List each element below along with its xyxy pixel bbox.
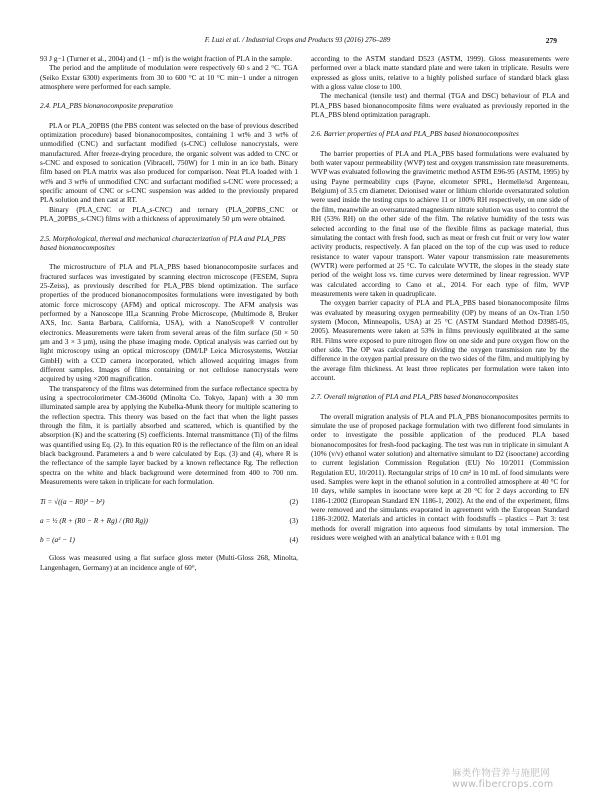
journal-citation: F. Luzi et al. / Industrial Crops and Products 93 (2016) 276–289 xyxy=(204,36,391,44)
paragraph: Binary (PLA_CNC or PLA_s-CNC) and ternary (PLA_20PBS_CNC or PLA_20PBS_s-CNC) films with a thickness of approximately 50 µm were obtained. xyxy=(40,205,298,224)
equation-4 xyxy=(40,531,298,550)
right-column xyxy=(311,55,569,544)
paragraph: Gloss was measured using a flat surface gloss meter (Multi-Gloss 268, Minolta, Langenhagen, Germany) at an incidence angle of 60°, xyxy=(40,554,298,572)
section-heading-2-7: 2.7. Overall migration of PLA and PLA_PBS based bionanocomposites xyxy=(311,393,519,402)
running-header xyxy=(0,36,595,48)
equation-block xyxy=(40,493,298,550)
equation-3 xyxy=(40,512,298,531)
paragraph: The oxygen barrier capacity of PLA and PLA_PBS based bionanocomposite films was evaluated by measuring oxygen permeability (OP) by means of an Ox-Tran 1/50 system (Mocon, Minneapolis, USA) at 25 °C (ASTM Standard Method D3985-05, 2005). Measurements were taken at 53% in films previously equilibrated at the same RH. Films were exposed to pure nitrogen flow on one side and pure oxygen flow on the other side. The OP was calculated by dividing the oxygen transmission rate by the difference in the oxygen partial pressure on the two sides of the film, and multiplying by the average film thickness. At least three replicates per formulation were taken into account. xyxy=(311,299,569,382)
equation-number: (4) xyxy=(289,536,298,545)
equation-body: b = (a² − 1) xyxy=(40,536,75,545)
paragraph: The barrier properties of PLA and PLA_PBS based formulations were evaluated by both water vapour permeability (WVP) test and oxygen transmission rate measurements. WVP was evaluated following the gravimetric method ASTM E96-95 (ASTM, 1995) by using Payne permeability cups (Payne, elcometer SPRL, Hermelle/sd Argenteau, Belgium) of 3.5 cm diameter. Deionised water or lithium chloride oversaturated solution were used inside the testing cups to achieve 11 or 100% RH respectively, on one side of the film, meanwhile an oversaturated magnesium nitrate solution was used to control the RH (53% RH) on the other side of the film. The relative humidity of the tests was selected according to the final use of the flexible films as package material, thus simulating the contact with fresh food, such as meat or fresh cut fruit or very low water activity products, respectively. A fan placed on the top of the cup was used to reduce resistance to water vapour transport. Water vapour transmission rate measurements (WVTR) were performed at 25 °C. To calculate WVTR, the slopes in the steady state period of the weight loss vs. time curves were determined by linear regression. WVP was calculated according to Cano et al., 2014. For each type of film, WVP measurements were taken in quadruplicate. xyxy=(311,149,569,298)
paragraph: The mechanical (tensile test) and thermal (TGA and DSC) behaviour of PLA and PLA_PBS based bionanocomposite films were evaluated as previously reported in the PLA_PBS blend optimization paragraph. xyxy=(311,92,569,120)
section-heading-2-4: 2.4. PLA_PBS bionanocomposite preparation xyxy=(40,102,173,111)
paragraph: PLA or PLA_20PBS (the PBS content was selected on the base of previous described optimization procedure) based bionanocomposites, containing 1 wt% and 3 wt% of unmodified (CNC) and surfactant modified (s-CNC) cellulose nanocrystals, were manufactured. After freeze-drying procedure, the organic solvent was added to CNC or s-CNC and exposed to sonication (Vibracell, 750W) for 1 min in an ice bath. Binary film based on PLA matrix was also produced for comparison. Neat PLA loaded with 1 wt% and 3 wt% of unmodified CNC and surfactant modified s-CNC were processed; a specific amount of CNC or s-CNC suspension was added to the previously prepared PLA solution and then cast at RT. xyxy=(40,121,298,205)
paragraph: The transparency of the films was determined from the surface reflectance spectra by using a spectrocolorimeter CM-3600d (Minolta Co. Tokyo, Japan) with a 30 mm illuminated sample area by applying the Kubelka-Munk theory for multiple scattering to the reflection spectra. This theory was based on the fact that when the light passes through the film, it is partially absorbed and scattered, which is quantified by the absorption (K) and the scattering (S) coefficients. Internal transmittance (Ti) of the films was quantified using Eq. (2). In this equation R0 is the reflectance of the film on an ideal black background. Parameters a and b were calculated by Eqs. (3) and (4), where R is the reflectance of the sample layer backed by a known reflectance Rg. The reflection spectra on the white and black background were determined from 400 to 700 nm. Measurements were taken in triplicate for each formulation. xyxy=(40,384,298,487)
page-number: 279 xyxy=(545,36,557,45)
watermark: 麻类作物营养与施肥网 www.fibercrops.com xyxy=(452,768,554,790)
equation-2 xyxy=(40,493,298,512)
paragraph: The period and the amplitude of modulation were respectively 60 s and 2 °C. TGA (Seiko Exstar 6300) experiments from 30 to 600 °C at 10 °C min−1 under a nitrogen atmosphere were performed for each sample. xyxy=(40,64,298,92)
equation-body: Ti = √((a − R0)² − b²) xyxy=(40,498,105,507)
left-column xyxy=(40,55,298,573)
equation-body: a = ½ (R + (R0 − R + Rg) / (R0 Rg)) xyxy=(40,517,148,526)
equation-number: (2) xyxy=(289,498,298,507)
section-heading-2-5: 2.5. Morphological, thermal and mechanical characterization of PLA and PLA_PBS based bionanocomposites xyxy=(40,234,286,252)
paragraph: The overall migration analysis of PLA and PLA_PBS bionanocomposites permits to simulate the use of proposed package formulation with two different food simulants in order to investigate the possible application of the produced PLA based bionanocomposites for fresh-food packaging. The test was run in triplicate in simulant A (10% (v/v) ethanol water solution) and alternative simulant to D2 (isooctane) according to current legislation Commission Regulation (EU) No 10/2011 (Commission Regulation EU, 10/2011). Rectangular strips of 10 cm² in 10 mL of food simulants were used. Samples were kept in the ethanol solution in a controlled atmosphere at 40 °C for 10 days, while samples in isooctane were kept at 20 °C for 2 days according to EN 1186-1:2002 (European Standard EN 1186-1, 2002). At the end of the experiment, films were removed and the simulants evaporated in agreement with the European Standard 1186-3:2002. Materials and articles in contact with foodstuffs – plastics – Part 3: test methods for overall migration into aqueous food simulants by total immersion. The residues were weighed with an analytical balance with ± 0.01 mg xyxy=(311,412,569,543)
paragraph: The microstructure of PLA and PLA_PBS based bionanocomposite surfaces and fractured surfaces was investigated by scanning electron microscope (FESEM, Supra 25-Zeiss), as previously described for PLA_PBS blend optimization. The surface properties of the produced bionanocomposites formulations were investigated by both atomic force microscopy (AFM) and optical microscopy. The AFM analysis was performed by a Nanoscope III,a Scanning Probe Microscope, (Multimode 8, Bruker AXS, Inc. Santa Barbara, California, USA), with a NanoScope® V controller electronics. Measurements were taken from several areas of the film surface (50 × 50 µm and 3 × 3 µm), using the phase imaging mode. Optical analysis was carried out by light microscopy using an optical microscopy (DM/LP Leica Microsystems, Wetziar GmbH) with a CCD camera incorporated, which allowed acquiring images from different samples. Images of films containing or not cellulose nanocrystals were acquired by using ×200 magnification. xyxy=(40,263,298,384)
section-heading-2-6: 2.6. Barrier properties of PLA and PLA_PBS based bionanocomposites xyxy=(311,130,519,139)
paragraph: 93 J g−1 (Turner et al., 2004) and (1 − mf) is the weight fraction of PLA in the sample. xyxy=(40,55,292,63)
equation-number: (3) xyxy=(289,517,298,526)
paragraph: according to the ASTM standard D523 (ASTM, 1999). Gloss measurements were performed over a black matte standard plate and were taken in triplicate. Results were expressed as gloss units, relative to a highly polished surface of standard black glass with a gloss value close to 100. xyxy=(311,55,569,92)
